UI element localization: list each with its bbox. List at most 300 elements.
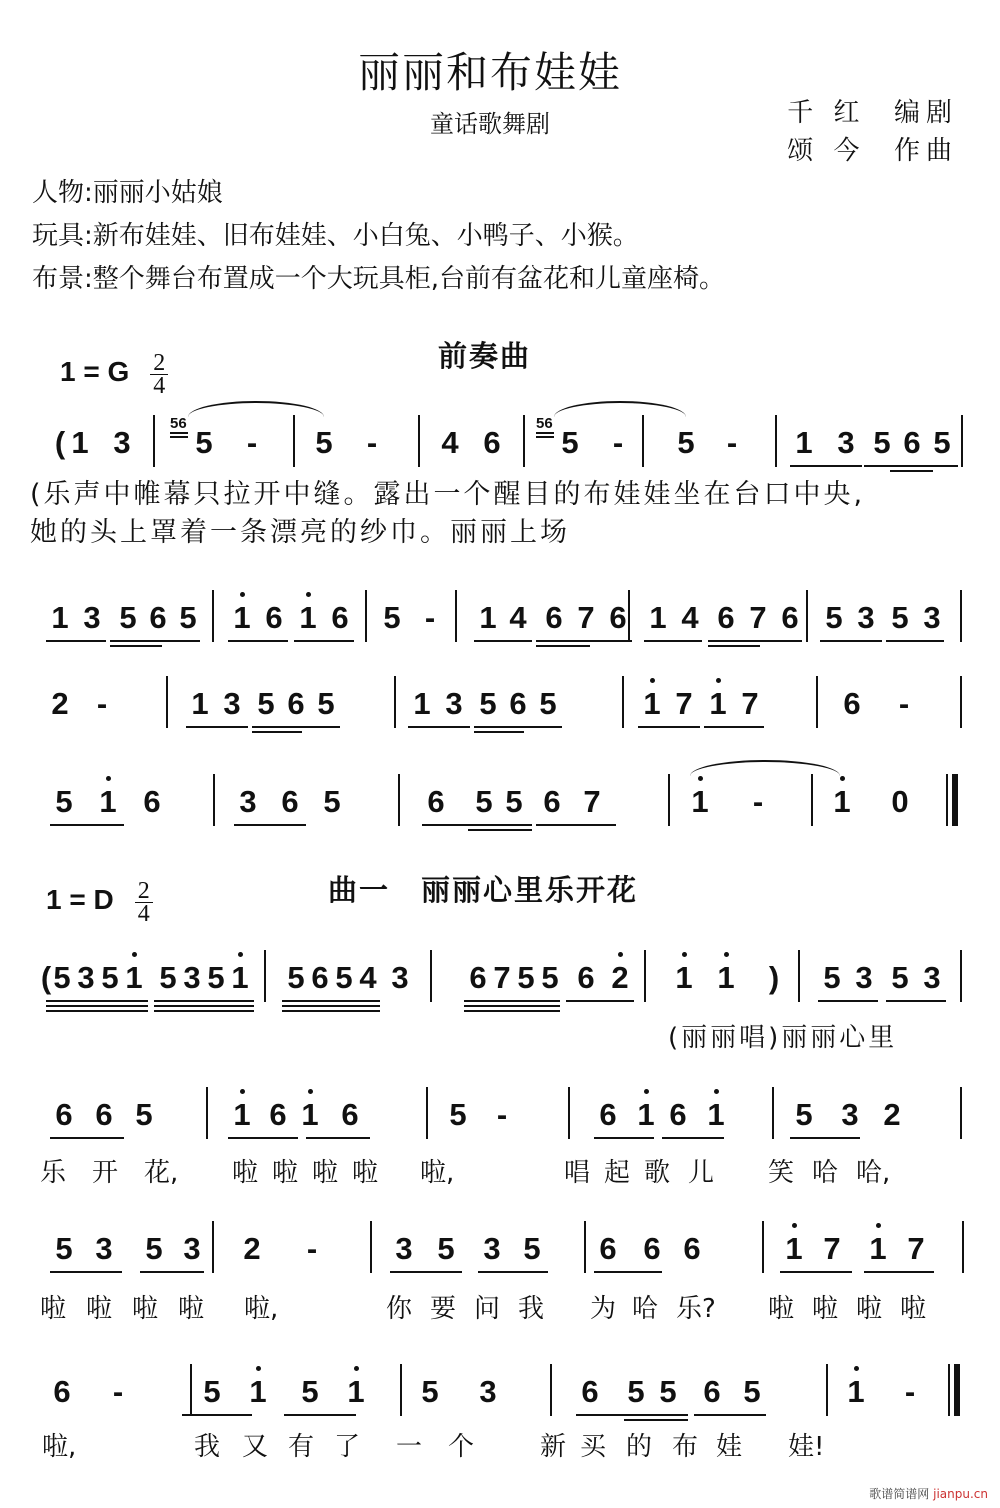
page-title: 丽丽和布娃娃 — [357, 48, 622, 97]
note: 6 — [281, 784, 299, 819]
barline — [190, 1364, 192, 1416]
note: 6 — [781, 600, 799, 635]
note: 5 — [795, 1097, 813, 1132]
high-octave-dot — [682, 952, 687, 957]
high-octave-dot — [854, 1366, 859, 1371]
barline — [398, 774, 400, 826]
note: 3 — [923, 600, 941, 635]
note: 5 — [55, 1231, 73, 1266]
note: 6 — [609, 600, 627, 635]
note: 2 — [883, 1097, 901, 1132]
lyric-syllable: 歌 — [644, 1158, 671, 1188]
barline — [264, 950, 266, 1002]
grace-underline — [170, 432, 188, 434]
note: 1 — [709, 686, 727, 721]
lyric-syllable: 啦 — [352, 1158, 379, 1188]
note: 5 — [561, 425, 579, 460]
lyric-syllable: 布 — [672, 1432, 699, 1462]
lyric-syllable: 娃! — [788, 1432, 825, 1462]
note: 3 — [183, 1231, 201, 1266]
note: 3 — [445, 686, 463, 721]
barline-thick — [954, 1364, 960, 1416]
barline — [628, 590, 630, 642]
barline — [772, 1087, 774, 1139]
note: 5 — [315, 425, 333, 460]
note: 6 — [311, 960, 329, 995]
barline-thin — [948, 1364, 950, 1416]
note: 6 — [545, 600, 563, 635]
note: 5 — [101, 960, 119, 995]
note: 1 — [637, 1097, 655, 1132]
lyric-syllable: 啦 — [768, 1294, 795, 1324]
barline — [962, 1221, 964, 1273]
note: 7 — [907, 1231, 925, 1266]
note: 3 — [479, 1374, 497, 1409]
note: 6 — [269, 1097, 287, 1132]
barline — [365, 590, 367, 642]
eighth-underline — [704, 726, 764, 728]
note: 6 — [843, 686, 861, 721]
note: 3 — [113, 425, 131, 460]
cast-scenery: 布景:整个舞台布置成一个大玩具柜,台前有盆花和儿童座椅。 — [32, 264, 726, 294]
note: 1 — [51, 600, 69, 635]
note: 5 — [257, 686, 275, 721]
note: 5 — [203, 1374, 221, 1409]
grace-underline — [536, 432, 554, 434]
note: 3 — [83, 600, 101, 635]
note: 2 — [51, 686, 69, 721]
lyric-syllable: 唱 — [564, 1158, 591, 1188]
lyric-syllable: 啦 — [312, 1158, 339, 1188]
note: ( — [40, 960, 52, 995]
note: 5 — [627, 1374, 645, 1409]
tie-slur — [188, 401, 324, 417]
lyric-syllable: 我 — [194, 1432, 221, 1462]
note: - — [306, 1231, 318, 1266]
note: 5 — [287, 960, 305, 995]
note: - — [752, 784, 764, 819]
eighth-underline — [594, 1137, 654, 1139]
eighth-underline — [790, 465, 862, 467]
note: 6 — [95, 1097, 113, 1132]
grace-note: 56 — [536, 415, 553, 432]
lyric-syllable: 啦, — [42, 1432, 77, 1462]
note: 3 — [483, 1231, 501, 1266]
note: 5 — [437, 1231, 455, 1266]
lyric-syllable: 啦 — [856, 1294, 883, 1324]
note: 5 — [145, 1231, 163, 1266]
lyric-syllable: 乐? — [676, 1294, 716, 1324]
lyric-syllable: 啦, — [420, 1158, 455, 1188]
note: 5 — [179, 600, 197, 635]
note: 3 — [183, 960, 201, 995]
barline — [550, 1364, 552, 1416]
sixteenth-underline — [46, 1005, 148, 1007]
high-octave-dot — [840, 776, 845, 781]
lyric-syllable: 要 — [430, 1294, 457, 1324]
barline — [622, 676, 624, 728]
tie-slur — [554, 401, 686, 417]
sixteenth-underline — [464, 1005, 560, 1007]
note: 5 — [55, 784, 73, 819]
eighth-underline — [390, 1271, 462, 1273]
lyric-syllable: 花, — [144, 1158, 179, 1188]
note: 6 — [683, 1231, 701, 1266]
lyric-syllable: 个 — [448, 1432, 475, 1462]
tie-slur — [690, 760, 840, 776]
eighth-underline — [886, 640, 944, 642]
note: 6 — [599, 1231, 617, 1266]
barline — [166, 676, 168, 728]
barline — [430, 950, 432, 1002]
lyric-syllable: 啦 — [900, 1294, 927, 1324]
note: 6 — [669, 1097, 687, 1132]
sixteenth-underline — [154, 1005, 254, 1007]
time-signature: $\frac{2}{4}$ — [150, 352, 168, 397]
note: 6 — [331, 600, 349, 635]
barline — [762, 1221, 764, 1273]
lyric-syllable: 啦 — [812, 1294, 839, 1324]
note: 3 — [395, 1231, 413, 1266]
note: 0 — [891, 784, 909, 819]
barline — [206, 1087, 208, 1139]
prelude-narration: (乐声中帷幕只拉开中缝。露出一个醒目的布娃娃坐在台口中央, 她的头上罩着一条漂亮的纱巾。丽丽上场 — [30, 479, 866, 548]
note: 1 — [99, 784, 117, 819]
eighth-underline — [422, 824, 532, 826]
lyric-syllable: 又 — [242, 1432, 269, 1462]
barline — [584, 1221, 586, 1273]
song1-key-signature: 1 = D $\frac{2}{4}$ — [46, 880, 153, 925]
note: 6 — [581, 1374, 599, 1409]
note: 1 — [413, 686, 431, 721]
eighth-underline — [228, 640, 288, 642]
note: 6 — [55, 1097, 73, 1132]
eighth-underline — [306, 1137, 370, 1139]
note: 3 — [223, 686, 241, 721]
note: 5 — [517, 960, 535, 995]
note: 5 — [135, 1097, 153, 1132]
note: 5 — [207, 960, 225, 995]
lyric-syllable: 我 — [518, 1294, 545, 1324]
note: 7 — [823, 1231, 841, 1266]
note: - — [898, 686, 910, 721]
barline — [523, 415, 525, 467]
note: 6 — [341, 1097, 359, 1132]
high-octave-dot — [132, 952, 137, 957]
note: 5 — [873, 425, 891, 460]
barline — [960, 590, 962, 642]
high-octave-dot — [238, 952, 243, 957]
high-octave-dot — [714, 1089, 719, 1094]
lyric-syllable: 哈 — [632, 1294, 659, 1324]
note: 5 — [119, 600, 137, 635]
lyric-syllable: 啦 — [232, 1158, 259, 1188]
note: 5 — [449, 1097, 467, 1132]
lyric-syllable: 啦, — [244, 1294, 279, 1324]
sixteenth-underline — [536, 645, 590, 647]
eighth-underline — [140, 1271, 204, 1273]
barline — [400, 1364, 402, 1416]
barline-thick — [952, 774, 958, 826]
lyric-syllable: 啦 — [272, 1158, 299, 1188]
lyric-syllable: 问 — [474, 1294, 501, 1324]
note: 5 — [383, 600, 401, 635]
eighth-underline — [594, 1271, 662, 1273]
note: 3 — [923, 960, 941, 995]
barline — [418, 415, 420, 467]
note: 1 — [479, 600, 497, 635]
note: 1 — [249, 1374, 267, 1409]
note: 6 — [717, 600, 735, 635]
barline — [798, 950, 800, 1002]
cast-list — [32, 172, 725, 301]
song1-title: 曲一 丽丽心里乐开花 — [328, 873, 639, 907]
note: 6 — [543, 784, 561, 819]
note: 5 — [323, 784, 341, 819]
note: 1 — [233, 1097, 251, 1132]
note: 4 — [509, 600, 527, 635]
lyric-syllable: 起 — [604, 1158, 631, 1188]
note: 5 — [505, 784, 523, 819]
note: 5 — [933, 425, 951, 460]
note: 3 — [391, 960, 409, 995]
note: 1 — [833, 784, 851, 819]
lyric-syllable: 哈 — [812, 1158, 839, 1188]
note: 7 — [675, 686, 693, 721]
lyric-syllable: 儿 — [688, 1158, 715, 1188]
note: 5 — [475, 784, 493, 819]
watermark: 歌谱简谱网 jianpu.cn — [869, 1487, 988, 1501]
note: 1 — [649, 600, 667, 635]
eighth-underline — [864, 1271, 934, 1273]
barline — [212, 590, 214, 642]
credit-composer: 颂 今 作曲 — [787, 136, 958, 166]
note: 5 — [659, 1374, 677, 1409]
lyric-syllable: 娃 — [716, 1432, 743, 1462]
note: ) — [768, 960, 780, 995]
eighth-underline — [50, 1271, 122, 1273]
note: 6 — [703, 1374, 721, 1409]
eighth-underline — [536, 640, 632, 642]
lyric-syllable: 有 — [288, 1432, 315, 1462]
note: 2 — [611, 960, 629, 995]
grace-underline — [170, 436, 188, 438]
note: - — [246, 425, 258, 460]
eighth-underline — [154, 1000, 254, 1002]
lyric-syllable: 啦 — [178, 1294, 205, 1324]
cast-characters: 人物:丽丽小姑娘 — [32, 178, 223, 208]
barline — [960, 676, 962, 728]
note: ( — [54, 425, 66, 460]
note: 1 — [847, 1374, 865, 1409]
eighth-underline — [478, 1271, 548, 1273]
note: 1 — [675, 960, 693, 995]
high-octave-dot — [256, 1366, 261, 1371]
note: 3 — [77, 960, 95, 995]
lyric-syllable: 了 — [334, 1432, 361, 1462]
barline — [960, 1087, 962, 1139]
note: 7 — [577, 600, 595, 635]
note: 1 — [125, 960, 143, 995]
note: 3 — [857, 600, 875, 635]
barline — [568, 1087, 570, 1139]
note: - — [96, 686, 108, 721]
prelude-key-signature: 1 = G $\frac{2}{4}$ — [60, 352, 168, 397]
eighth-underline — [576, 1414, 688, 1416]
eighth-underline — [662, 1137, 724, 1139]
note: 7 — [583, 784, 601, 819]
barline — [293, 415, 295, 467]
note: 1 — [869, 1231, 887, 1266]
eighth-underline — [536, 824, 616, 826]
sixteenth-underline — [624, 1419, 688, 1421]
note: 7 — [493, 960, 511, 995]
note: 6 — [577, 960, 595, 995]
high-octave-dot — [106, 776, 111, 781]
eighth-underline — [284, 1414, 356, 1416]
barline — [394, 676, 396, 728]
barline — [212, 1221, 214, 1273]
eighth-underline — [644, 640, 702, 642]
eighth-underline — [820, 640, 882, 642]
note: 7 — [749, 600, 767, 635]
note: - — [904, 1374, 916, 1409]
sixteenth-underline — [110, 645, 162, 647]
eighth-underline — [474, 726, 562, 728]
high-octave-dot — [618, 952, 623, 957]
note: 1 — [707, 1097, 725, 1132]
lyric-syllable: 开 — [92, 1158, 119, 1188]
note: 1 — [231, 960, 249, 995]
eighth-underline — [110, 640, 200, 642]
barline — [370, 1221, 372, 1273]
note: 6 — [149, 600, 167, 635]
barline-thin — [946, 774, 948, 826]
underline-3 — [154, 1010, 254, 1012]
eighth-underline — [234, 824, 306, 826]
eighth-underline — [252, 726, 340, 728]
high-octave-dot — [240, 1089, 245, 1094]
barline — [960, 950, 962, 1002]
note: 5 — [677, 425, 695, 460]
barline — [961, 415, 963, 467]
note: 5 — [541, 960, 559, 995]
note: - — [424, 600, 436, 635]
sixteenth-underline — [468, 829, 532, 831]
note: 3 — [855, 960, 873, 995]
note: 6 — [287, 686, 305, 721]
note: 5 — [823, 960, 841, 995]
note: 6 — [509, 686, 527, 721]
lyric-syllable: 新 — [540, 1432, 567, 1462]
eighth-underline — [474, 640, 532, 642]
note: 1 — [795, 425, 813, 460]
eighth-underline — [408, 726, 470, 728]
cast-toys: 玩具:新布娃娃、旧布娃娃、小白兔、小鸭子、小猴。 — [32, 221, 639, 251]
note: 5 — [523, 1231, 541, 1266]
note: 7 — [741, 686, 759, 721]
note: 5 — [195, 425, 213, 460]
high-octave-dot — [644, 1089, 649, 1094]
sixteenth-underline — [708, 645, 760, 647]
high-octave-dot — [716, 678, 721, 683]
note: 1 — [785, 1231, 803, 1266]
eighth-underline — [50, 1137, 124, 1139]
note: - — [496, 1097, 508, 1132]
note: 5 — [159, 960, 177, 995]
sixteenth-underline — [252, 731, 302, 733]
time-signature: $\frac{2}{4}$ — [135, 880, 153, 925]
note: 5 — [335, 960, 353, 995]
note: - — [726, 425, 738, 460]
note: 5 — [53, 960, 71, 995]
note: 1 — [347, 1374, 365, 1409]
note: 5 — [891, 960, 909, 995]
singer-cue: (丽丽唱)丽丽心里 — [668, 1023, 898, 1053]
underline-3 — [282, 1010, 380, 1012]
note: 2 — [243, 1231, 261, 1266]
high-octave-dot — [240, 592, 245, 597]
eighth-underline — [708, 640, 802, 642]
note: 5 — [317, 686, 335, 721]
barline — [668, 774, 670, 826]
eighth-underline — [294, 640, 354, 642]
high-octave-dot — [698, 776, 703, 781]
sixteenth-underline — [282, 1005, 380, 1007]
barline — [426, 1087, 428, 1139]
eighth-underline — [790, 1137, 860, 1139]
note: 3 — [841, 1097, 859, 1132]
high-octave-dot — [306, 592, 311, 597]
barline — [153, 415, 155, 467]
lyric-syllable: 乐 — [40, 1158, 67, 1188]
lyric-syllable: 一 — [396, 1432, 423, 1462]
note: 1 — [299, 600, 317, 635]
underline-3 — [464, 1010, 560, 1012]
note: 6 — [599, 1097, 617, 1132]
lyric-syllable: 你 — [386, 1294, 413, 1324]
note: 3 — [95, 1231, 113, 1266]
note: 4 — [681, 600, 699, 635]
note: 1 — [717, 960, 735, 995]
note: 6 — [427, 784, 445, 819]
lyric-syllable: 啦 — [86, 1294, 113, 1324]
barline — [806, 590, 808, 642]
eighth-underline — [464, 1000, 560, 1002]
prelude-title: 前奏曲 — [438, 339, 532, 373]
note: 5 — [479, 686, 497, 721]
eighth-underline — [638, 726, 700, 728]
high-octave-dot — [354, 1366, 359, 1371]
high-octave-dot — [792, 1223, 797, 1228]
note: 1 — [233, 600, 251, 635]
note: 6 — [143, 784, 161, 819]
note: 6 — [483, 425, 501, 460]
sixteenth-underline — [890, 470, 933, 472]
barline — [811, 774, 813, 826]
note: 5 — [891, 600, 909, 635]
lyric-syllable: 为 — [590, 1294, 617, 1324]
note: 3 — [837, 425, 855, 460]
note: 5 — [825, 600, 843, 635]
note: 1 — [71, 425, 89, 460]
high-octave-dot — [650, 678, 655, 683]
barline — [775, 415, 777, 467]
lyric-syllable: 笑 — [768, 1158, 795, 1188]
note: 5 — [421, 1374, 439, 1409]
note: - — [366, 425, 378, 460]
barline — [642, 415, 644, 467]
